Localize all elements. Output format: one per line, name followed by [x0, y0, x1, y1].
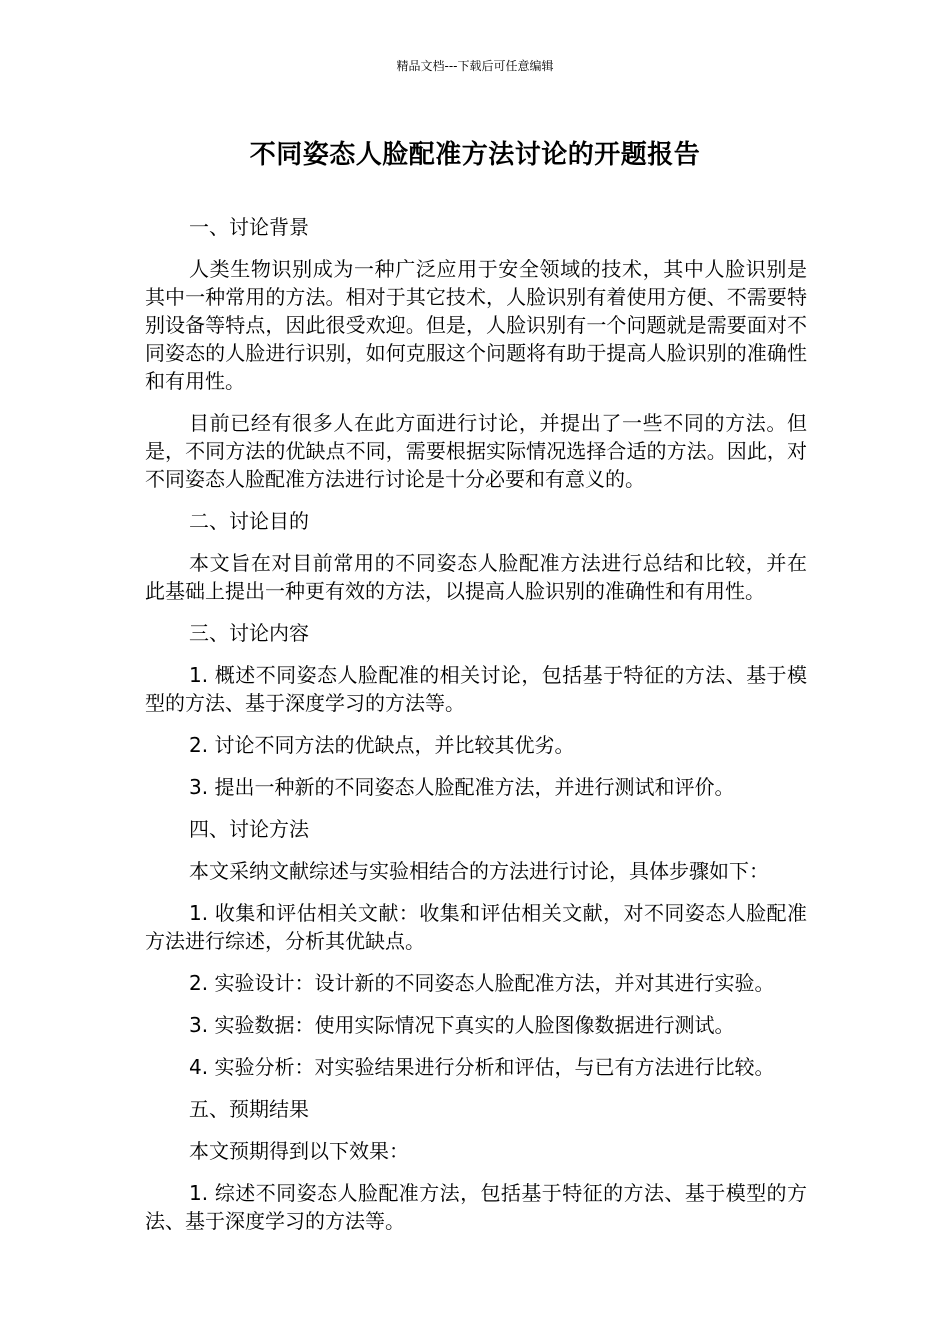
content-item-2: 2. 讨论不同方法的优缺点，并比较其优劣。 [189, 733, 575, 757]
method-step-3: 3. 实验数据：使用实际情况下真实的人脸图像数据进行测试。 [189, 1013, 735, 1037]
paragraph-method-intro: 本文采纳文献综述与实验相结合的方法进行讨论，具体步骤如下： [189, 859, 769, 883]
section-heading-purpose: 二、讨论目的 [189, 509, 309, 533]
content-item-3: 3. 提出一种新的不同姿态人脸配准方法，并进行测试和评价。 [189, 775, 735, 799]
section-heading-method: 四、讨论方法 [189, 817, 309, 841]
paragraph-expected-intro: 本文预期得到以下效果： [189, 1139, 409, 1163]
section-heading-background: 一、讨论背景 [189, 215, 309, 239]
method-step-1: 1. 收集和评估相关文献：收集和评估相关文献，对不同姿态人脸配准方法进行综述，分析其优缺点。 [145, 901, 807, 953]
document-body [145, 213, 807, 1249]
paragraph-background-1: 人类生物识别成为一种广泛应用于安全领域的技术，其中人脸识别是其中一种常用的方法。相对于其它技术，人脸识别有着使用方便、不需要特别设备等特点，因此很受欢迎。但是，人脸识别有一个问题就是需要面对不同姿态的人脸进行识别，如何克服这个问题将有助于提高人脸识别的准确性和有用性。 [145, 257, 807, 393]
section-heading-expected-results: 五、预期结果 [189, 1097, 309, 1121]
header-note: 精品文档---下载后可任意编辑 [396, 59, 554, 73]
document-title: 不同姿态人脸配准方法讨论的开题报告 [249, 140, 701, 170]
method-step-4: 4. 实验分析：对实验结果进行分析和评估，与已有方法进行比较。 [189, 1055, 775, 1079]
content-item-1: 1. 概述不同姿态人脸配准的相关讨论，包括基于特征的方法、基于模型的方法、基于深度学习的方法等。 [145, 663, 807, 715]
paragraph-background-2: 目前已经有很多人在此方面进行讨论，并提出了一些不同的方法。但是，不同方法的优缺点不同，需要根据实际情况选择合适的方法。因此，对不同姿态人脸配准方法进行讨论是十分必要和有意义的。 [145, 411, 807, 491]
method-step-2: 2. 实验设计：设计新的不同姿态人脸配准方法，并对其进行实验。 [189, 971, 775, 995]
paragraph-purpose: 本文旨在对目前常用的不同姿态人脸配准方法进行总结和比较，并在此基础上提出一种更有效的方法，以提高人脸识别的准确性和有用性。 [145, 551, 807, 603]
section-heading-content: 三、讨论内容 [189, 621, 309, 645]
expected-item-1: 1. 综述不同姿态人脸配准方法，包括基于特征的方法、基于模型的方法、基于深度学习的方法等。 [145, 1181, 807, 1233]
